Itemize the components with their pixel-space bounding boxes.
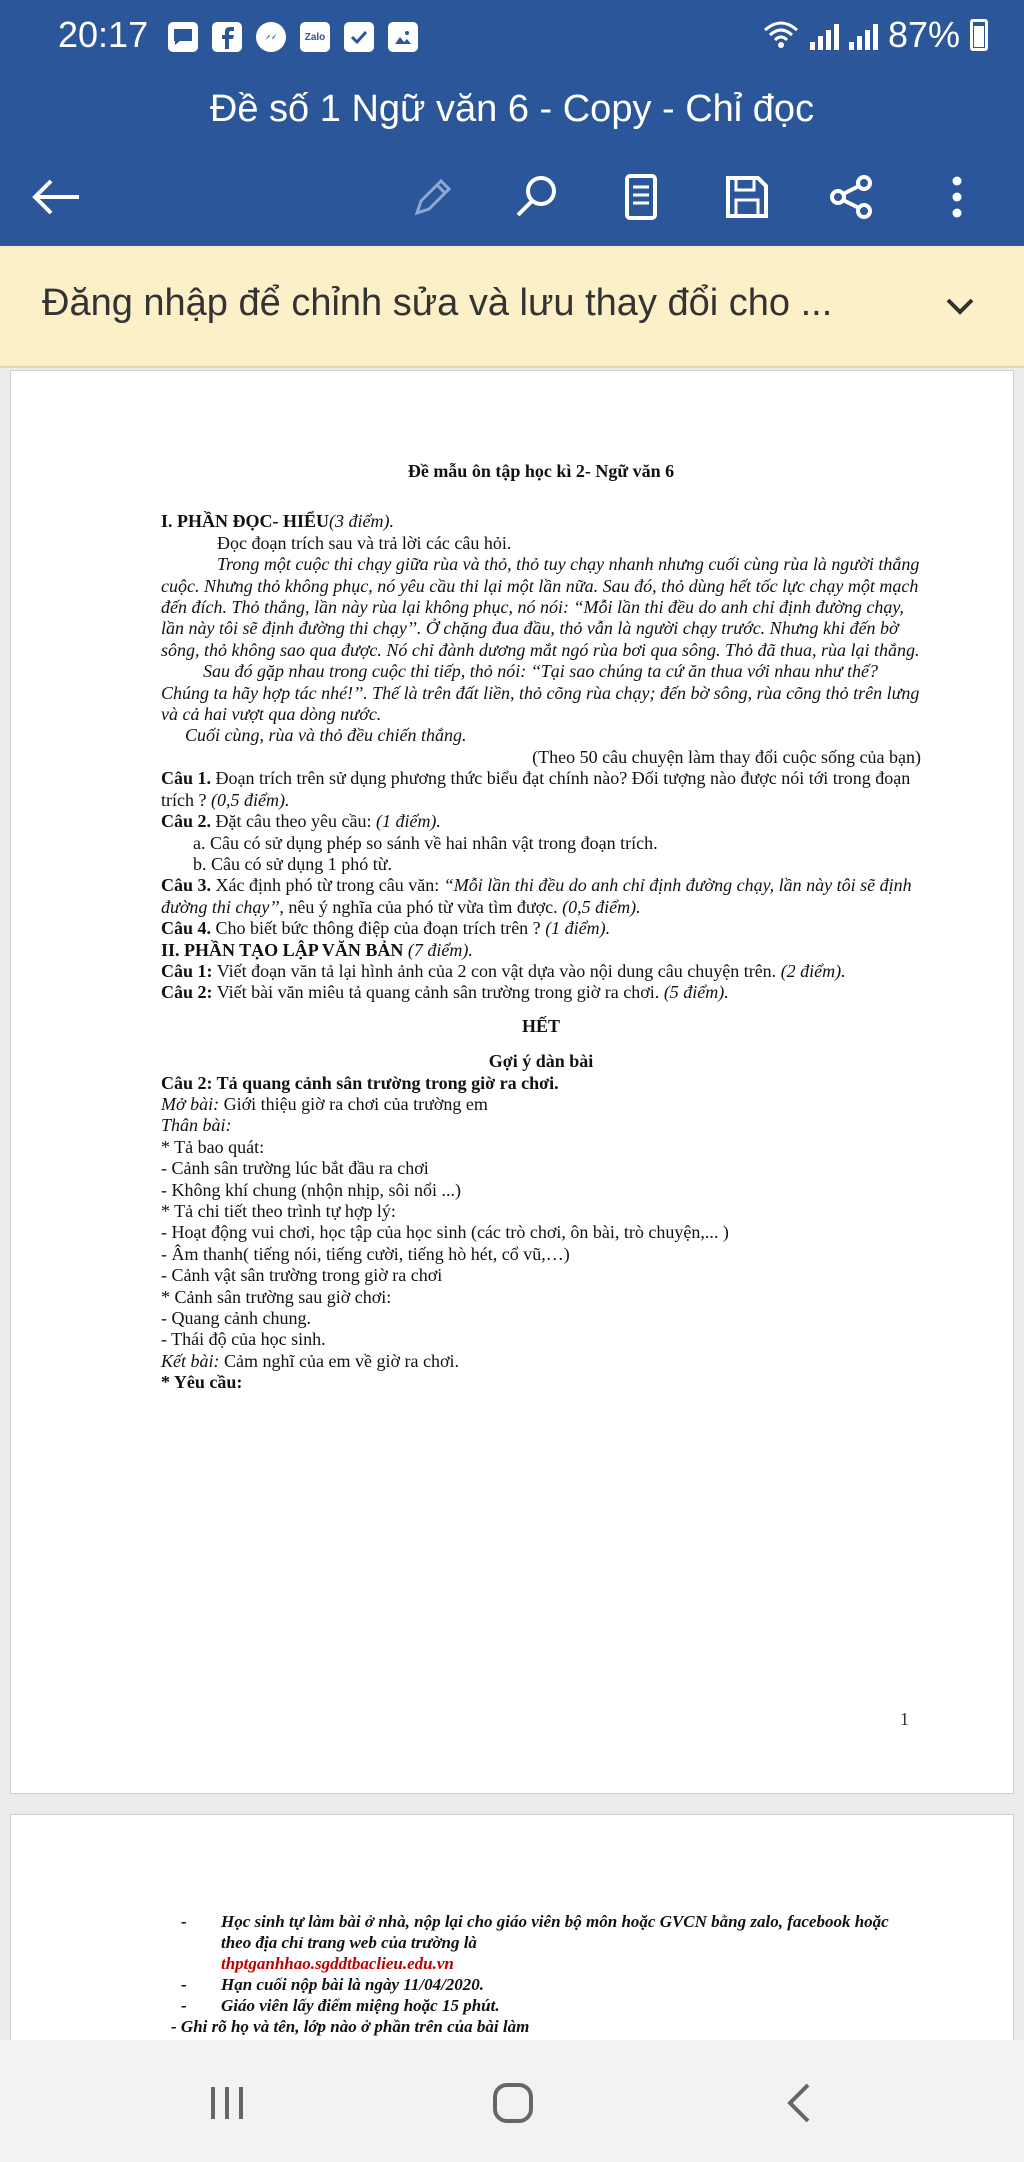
question-2 xyxy=(161,811,921,832)
section-2-question-2-label: Câu 2: xyxy=(161,982,213,1003)
question-1-text: Đoạn trích trên sử dụng phương thức biểu đạt chính nào? Đối tượng nào được nói tới trong đoạn trích ? xyxy=(161,768,911,810)
question-3-quote: “Mỗi lần thi đều do anh chỉ định đường chạy, lần này tôi sẽ định đường thi chạy’’ xyxy=(161,875,912,917)
pencil-icon xyxy=(411,175,455,219)
question-1-label: Câu 1. xyxy=(161,768,212,789)
back-nav-button[interactable] xyxy=(764,2068,834,2138)
outline-line: * Tả chi tiết theo trình tự hợp lý: xyxy=(161,1201,396,1221)
check-icon xyxy=(344,22,374,52)
chevron-down-icon xyxy=(936,282,984,330)
outline-line: - Hoạt động vui chơi, học tập của học sinh (các trò chơi, ôn bài, trò chuyện,... ) xyxy=(161,1222,729,1243)
home-icon xyxy=(491,2081,535,2125)
back-arrow-icon xyxy=(29,177,81,217)
section-2-question-1-label: Câu 1: xyxy=(161,960,213,981)
wifi-icon xyxy=(762,20,800,50)
system-status xyxy=(762,14,988,56)
app-toolbar xyxy=(0,82,1024,246)
question-4 xyxy=(161,918,921,939)
image-icon xyxy=(388,22,418,52)
sign-in-banner-text: Đăng nhập để chỉnh sửa và lưu thay đổi cho ... xyxy=(42,282,833,324)
note-item: - Hạn cuối nộp bài là ngày 11/04/2020. xyxy=(181,1974,901,1995)
chevron-left-icon xyxy=(784,2081,814,2125)
mobile-view-icon xyxy=(624,173,658,221)
outline-mo-bai xyxy=(161,1094,921,1115)
passage-paragraph-1: Trong một cuộc thi chạy giữa rùa và thỏ, thỏ tuy chạy nhanh nhưng cuối cùng rùa là người thắng cuộc. Nhưng thỏ không phục, nó yêu cầu thi lại một lần nữa. Sau đó, thỏ dùng hết tốc lực chạy một mạch đến đích. Thỏ thắng, lần này rùa lại không phục, nó nói: “Mỗi lần thi đều do anh chỉ định đường chạy, lần này tôi sẽ định đường thi chạy’’. Ở chặng đua đầu, thỏ vẫn là người chạy trước. Nhưng khi đến bờ sông, thỏ không sao qua được. Nó chỉ đành dương mắt ngó rùa bơi qua sông. Thỏ đã thua, rùa lại thắng. xyxy=(161,554,920,660)
outline-line: - Quang cảnh chung. xyxy=(161,1308,311,1329)
passage-paragraph-3: Cuối cùng, rùa và thỏ đều chiến thắng. xyxy=(185,725,467,746)
section-2-points: (7 điểm). xyxy=(403,939,473,960)
mo-bai-label: Mở bài: xyxy=(161,1093,220,1114)
expand-banner-button[interactable] xyxy=(936,282,984,330)
status-bar xyxy=(0,0,1024,82)
question-2-label: Câu 2. xyxy=(161,811,212,832)
section-2-question-1-points: (2 điểm). xyxy=(780,960,846,981)
share-icon xyxy=(828,174,874,220)
battery-level: 87% xyxy=(887,14,960,55)
outline-title: Gợi ý dàn bài xyxy=(488,1051,594,1072)
section-2-question-2-text: Viết bài văn miêu tả quang cảnh sân trường trong giờ ra chơi. xyxy=(212,982,664,1003)
section-2-question-1-text: Viết đoạn văn tả lại hình ảnh của 2 con vật dựa vào nội dung câu chuyện trên. xyxy=(212,960,781,981)
question-4-points: (1 điểm). xyxy=(545,918,611,939)
system-navigation-bar xyxy=(0,2040,1024,2162)
notification-icons xyxy=(168,22,418,52)
share-button[interactable] xyxy=(816,162,886,232)
battery-icon xyxy=(970,19,988,51)
search-icon xyxy=(513,173,561,221)
section-2-question-2 xyxy=(161,982,921,1003)
question-3-label: Câu 3. xyxy=(161,875,212,896)
question-3-text-2: , nêu ý nghĩa của phó từ vừa tìm được. xyxy=(279,896,563,917)
outline-line: - Âm thanh( tiếng nói, tiếng cười, tiếng hò hét, cổ vũ,…) xyxy=(161,1243,570,1264)
outline-line: * Cảnh sân trường sau giờ chơi: xyxy=(161,1286,392,1307)
section-2-title xyxy=(161,940,921,961)
requirements-label: * Yêu cầu: xyxy=(161,1372,243,1393)
question-3-text: Xác định phó từ trong câu văn: xyxy=(211,875,444,896)
outline-line: - Cảnh sân trường lúc bắt đầu ra chơi xyxy=(161,1158,429,1179)
school-website-link[interactable]: thptganhhao.sgddtbaclieu.edu.vn xyxy=(221,1954,454,1973)
home-button[interactable] xyxy=(478,2068,548,2138)
messenger-icon xyxy=(256,22,286,52)
document-title: Đề số 1 Ngữ văn 6 - Copy - Chỉ đọc xyxy=(209,88,815,130)
note-text: Học sinh tự làm bài ở nhà, nộp lại cho giáo viên bộ môn hoặc GVCN bằng zalo, facebook hoặc theo địa chỉ trang web của trường là xyxy=(221,1912,889,1952)
more-vertical-icon xyxy=(951,175,963,219)
page-2-notes xyxy=(171,1911,901,2037)
section-1-title xyxy=(161,511,921,532)
section-1-points: (3 điểm). xyxy=(329,511,394,532)
save-button[interactable] xyxy=(712,162,782,232)
passage-source: (Theo 50 câu chuyện làm thay đổi cuộc sống của bạn) xyxy=(532,746,921,767)
reading-instruction: Đọc đoạn trích sau và trả lời các câu hỏi. xyxy=(217,532,512,553)
question-3 xyxy=(161,875,921,918)
reading-view-button[interactable] xyxy=(606,162,676,232)
question-1 xyxy=(161,768,921,811)
question-1-points: (0,5 điểm). xyxy=(210,789,290,810)
outline-line: - Thái độ của học sinh. xyxy=(161,1329,326,1350)
note-item-last: - Ghi rõ họ và tên, lớp nào ở phần trên của bài làm xyxy=(171,2017,530,2036)
question-2-text: Đặt câu theo yêu cầu: xyxy=(211,811,376,832)
page-number: 1 xyxy=(900,1709,909,1729)
section-2-question-1 xyxy=(161,961,921,982)
document-body xyxy=(161,461,921,1394)
note-item: - Giáo viên lấy điểm miệng hoặc 15 phút. xyxy=(181,1995,901,2016)
more-options-button[interactable] xyxy=(922,162,992,232)
document-heading: Đề mẫu ôn tập học kì 2- Ngữ văn 6 xyxy=(407,461,675,481)
message-icon xyxy=(168,22,198,52)
outline-line: * Tả bao quát: xyxy=(161,1136,265,1157)
outline-line: - Không khí chung (nhộn nhịp, sôi nổi ...) xyxy=(161,1179,461,1200)
ket-bai-label: Kết bài: xyxy=(161,1350,220,1371)
search-button[interactable] xyxy=(502,162,572,232)
outline-question: Câu 2: Tả quang cảnh sân trường trong giờ ra chơi. xyxy=(161,1072,559,1093)
outline-ket-bai xyxy=(161,1351,921,1372)
document-page-1 xyxy=(10,370,1014,1794)
question-2-points: (1 điểm). xyxy=(375,811,441,832)
question-4-text: Cho biết bức thông điệp của đoạn trích trên ? xyxy=(211,918,546,939)
question-2-item-a: a. Câu có sử dụng phép so sánh về hai nhân vật trong đoạn trích. xyxy=(193,832,658,853)
edit-button[interactable] xyxy=(398,162,468,232)
recent-apps-button[interactable] xyxy=(192,2068,262,2138)
signal-icon xyxy=(810,20,839,50)
question-3-points: (0,5 điểm). xyxy=(562,896,641,917)
facebook-icon xyxy=(212,22,242,52)
section-1-title-text: I. PHẦN ĐỌC- HIỂU xyxy=(161,511,330,532)
recent-apps-icon xyxy=(207,2083,247,2123)
signal-icon-2 xyxy=(849,20,878,50)
question-4-label: Câu 4. xyxy=(161,918,212,939)
section-2-title-text: II. PHẦN TẠO LẬP VĂN BẢN xyxy=(161,939,404,960)
zalo-icon: Zalo xyxy=(300,22,330,52)
section-2-question-2-points: (5 điểm). xyxy=(663,982,729,1003)
mo-bai-text: Giới thiệu giờ ra chơi của trường em xyxy=(219,1093,488,1114)
passage-paragraph-2: Sau đó gặp nhau trong cuộc thi tiếp, thỏ nói: ‘‘Tại sao chúng ta cứ ăn thua với nhau như thế? Chúng ta hãy hợp tác nhé!’’. Thế là trên đất liền, thỏ cõng rùa chạy; đến bờ sông, rùa cõng thỏ trên lưng và cả hai vượt qua dòng nước. xyxy=(161,661,920,725)
clock: 20:17 xyxy=(58,14,149,55)
back-button[interactable] xyxy=(20,162,90,232)
sign-in-banner[interactable] xyxy=(0,246,1024,368)
note-item xyxy=(181,1911,901,1974)
end-marker: HẾT xyxy=(521,1015,560,1036)
outline-line: - Cảnh vật sân trường trong giờ ra chơi xyxy=(161,1265,443,1286)
than-bai-label: Thân bài: xyxy=(161,1115,232,1136)
question-2-item-b: b. Câu có sử dụng 1 phó từ. xyxy=(193,853,393,874)
ket-bai-text: Cảm nghĩ của em về giờ ra chơi. xyxy=(219,1350,459,1371)
save-icon xyxy=(724,174,770,220)
